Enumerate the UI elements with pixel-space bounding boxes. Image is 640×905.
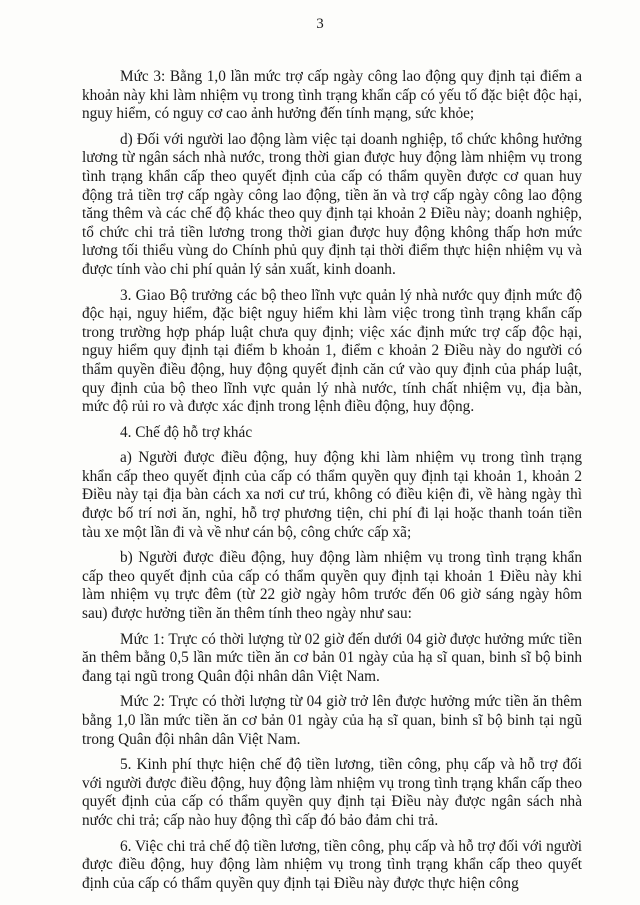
paragraph: b) Người được điều động, huy động làm nhiệm vụ trong tình trạng khẩn cấp theo quyết định của cấp có thẩm quyền quy định tại khoản 1 Điều này khi làm nhiệm vụ trực đêm (từ 22 giờ ngày hôm trước đến 06 giờ sáng ngày hôm sau) được hưởng tiền ăn thêm tính theo ngày như sau: [82,549,582,623]
paragraph: d) Đối với người lao động làm việc tại doanh nghiệp, tổ chức không hưởng lương từ ngân sách nhà nước, trong thời gian được huy động làm nhiệm vụ trong tình trạng khẩn cấp theo quyết định của cấp có thẩm quyền được cơ quan huy động trả tiền trợ cấp ngày công lao động, tiền ăn và trợ cấp ngày công lao động tăng thêm và các chế độ khác theo quy định tại khoản 2 Điều này; doanh nghiệp, tổ chức chi trả tiền lương trong thời gian được huy động không thấp hơn mức lương tối thiểu vùng do Chính phủ quy định tại thời điểm thực hiện nhiệm vụ và được tính vào chi phí quản lý sản xuất, kinh doanh. [82,130,582,278]
page-number: 3 [316,16,324,32]
paragraph: 4. Chế độ hỗ trợ khác [120,423,253,441]
paragraph: Mức 3: Bằng 1,0 lần mức trợ cấp ngày công lao động quy định tại điểm a khoản này khi làm nhiệm vụ trong tình trạng khẩn cấp có yếu tố đặc biệt độc hại, nguy hiểm, có nguy cơ cao ảnh hưởng đến tính mạng, sức khỏe; [82,68,582,123]
document-body [82,68,582,900]
paragraph: Mức 2: Trực có thời lượng từ 04 giờ trở lên được hưởng mức tiền ăn thêm bằng 1,0 lần mức tiền ăn cơ bản 01 ngày của hạ sĩ quan, binh sĩ bộ binh tại ngũ trong Quân đội nhân dân Việt Nam. [82,693,582,748]
paragraph: 3. Giao Bộ trưởng các bộ theo lĩnh vực quản lý nhà nước quy định mức độ độc hại, nguy hiểm, đặc biệt nguy hiểm khi làm việc trong tình trạng khẩn cấp trong trường hợp pháp luật chưa quy định; việc xác định mức trợ cấp độc hại, nguy hiểm quy định tại điểm b khoản 1, điểm c khoản 2 Điều này do người có thẩm quyền điều động, huy động quyết định căn cứ vào quy định của pháp luật, quy định của bộ theo lĩnh vực quản lý nhà nước, tính chất nhiệm vụ, địa bàn, mức độ rủi ro và được xác định trong lệnh điều động, huy động. [82,286,582,416]
paragraph: Mức 1: Trực có thời lượng từ 02 giờ đến dưới 04 giờ được hưởng mức tiền ăn thêm bằng 0,5 lần mức tiền ăn cơ bản 01 ngày của hạ sĩ quan, binh sĩ bộ binh đang tại ngũ trong Quân đội nhân dân Việt Nam. [82,630,582,685]
paragraph: a) Người được điều động, huy động khi làm nhiệm vụ trong tình trạng khẩn cấp theo quyết định của cấp có thẩm quyền quy định tại khoản 1, khoản 2 Điều này tại địa bàn cách xa nơi cư trú, không có điều kiện đi, về hàng ngày thì được bố trí nơi ăn, nghỉ, hỗ trợ phương tiện, chi phí đi lại hoặc thanh toán tiền tàu xe một lần đi và về như cán bộ, công chức cấp xã; [82,449,582,541]
paragraph: 5. Kinh phí thực hiện chế độ tiền lương, tiền công, phụ cấp và hỗ trợ đối với người được điều động, huy động làm nhiệm vụ trong tình trạng khẩn cấp theo quyết định của cấp có thẩm quyền quy định tại Điều này được ngân sách nhà nước chi trả; cấp nào huy động thì cấp đó bảo đảm chi trả. [82,756,582,829]
paragraph: 6. Việc chi trả chế độ tiền lương, tiền công, phụ cấp và hỗ trợ đối với người được điều động, huy động làm nhiệm vụ trong tình trạng khẩn cấp theo quyết định của cấp có thẩm quyền quy định tại Điều này được thực hiện công [82,837,582,892]
